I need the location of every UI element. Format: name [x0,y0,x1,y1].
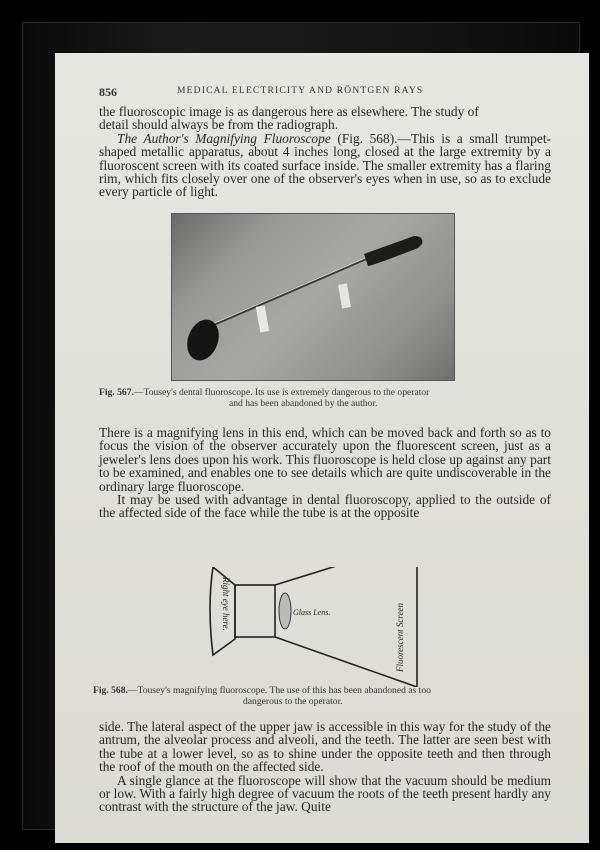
label-right-eye: Right eye here. [221,577,231,631]
label-glass-lens: Glass Lens. [293,608,331,617]
section-heading: The Author's Magnifying Fluoroscope [117,130,331,146]
page-number: 856 [99,85,117,99]
paragraph-text: side. The lateral aspect of the upper jaw is accessible in this way for the study of the antrum, the alveolar process and alveoli, and the teeth. The latter are seen best with the tube at a lower level, so as to shine under the opposite teeth and then through the roof of the mouth on the affected side. [99,719,551,775]
caption-text: —Tousey's dental fluoroscope. Its use is extremely dangerous to the operator [133,387,430,398]
bottom-text [99,720,551,814]
dental-fluoroscope-image [172,214,454,380]
paragraph-text: A single glance at the fluoroscope will show that the vacuum should be medium or low. With a fairly high degree of vacuum the roots of the teeth present hardly any contrast with the structure of the jaw. Quite [99,772,551,815]
running-title: MEDICAL ELECTRICITY AND RÖNTGEN RAYS [177,86,424,96]
text-line: detail should always be from the radiograph. [99,117,339,133]
fig567-photo [171,213,455,381]
fig567-caption [99,387,551,409]
cone-top-edge [275,567,417,585]
glass-lens-shape [279,593,291,629]
fig568-caption [93,685,561,707]
figure-label: Fig. 567. [99,387,134,398]
tube-body [235,585,275,637]
figure-label: Fig. 568. [93,685,128,696]
fluoroscope-paragraph [99,132,551,199]
label-fluorescent-screen: Fluorescent Screen [395,602,405,672]
caption-text: dangerous to the operator. [243,696,343,707]
text-line: the fluoroscopic image is as dangerous here as elsewhere. The study of [99,104,479,119]
caption-text: and has been abandoned by the author. [229,398,378,409]
photo-frame [22,22,580,830]
fig568-diagram [205,567,435,687]
top-paragraph [99,105,551,199]
tape-band [338,283,351,308]
fluoroscope-handle [364,236,422,266]
tape-band [256,305,269,332]
middle-text [99,426,551,520]
paragraph-text: It may be used with advantage in dental fluoroscopy, applied to the outside of the affected side of the face while the tube is at the opposite [99,492,551,521]
book-page [55,53,589,843]
paragraph-text: There is a magnifying lens in this end, which can be moved back and forth so as to focus the vision of the observer accurately upon the fluorescent screen, just as a jeweler's lens does upon his work. This fluoroscope is held close up against any part to be examined, and enables one to see details which are quite undiscoverable in the ordinary large fluoroscope. [99,425,551,494]
caption-text: —Tousey's magnifying fluoroscope. The use of this has been abandoned as too [127,685,431,696]
paragraph-text: (Fig. 568).—This is a small trumpet-shaped metallic apparatus, about 4 inches long, closed at the large extremity by a fluoroscent screen with its coated surface inside. The smaller extremity has a flaring rim, which fits closely over one of the observer's eyes when in use, so as to exclude every particle of light. [99,130,551,200]
